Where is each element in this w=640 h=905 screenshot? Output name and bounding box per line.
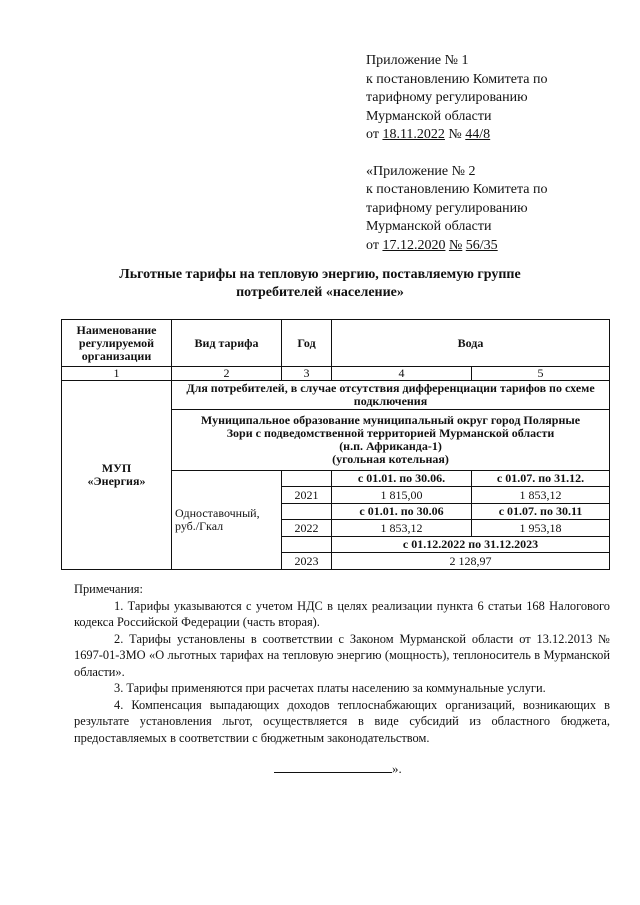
org-name-line2: «Энергия» <box>87 474 146 488</box>
closing-underline <box>274 760 392 773</box>
tariff-table <box>61 319 610 570</box>
note-1: 1. Тарифы указываются с учетом НДС в целях реализации пункта 6 статьи 168 Налогового кодекса Российской Федерации (часть вторая). <box>74 598 610 629</box>
col-number-2: 2 <box>172 367 282 381</box>
value-2022-2: 1 953,18 <box>472 520 610 537</box>
tariff-type-line2: руб./Гкал <box>175 519 224 533</box>
appendix1-date-line <box>366 126 626 145</box>
year-2022: 2022 <box>282 520 332 537</box>
appendix2-line2: к постановлению Комитета по <box>366 182 548 197</box>
period-2022-1: с 01.01. по 30.06 <box>332 504 472 520</box>
header-year: Год <box>282 320 332 367</box>
municipality-line2: Зори с подведомственной территорией Мурманской области <box>226 426 555 440</box>
table-row <box>62 381 610 410</box>
appendix1-number: 44/8 <box>465 127 491 142</box>
table-header-row <box>62 320 610 367</box>
year-2021: 2021 <box>282 487 332 504</box>
appendix2-no: № <box>448 237 463 253</box>
org-name-line1: МУП <box>101 461 132 475</box>
appendix2-number: 56/35 <box>465 237 498 253</box>
appendix2-from: от <box>366 237 379 253</box>
header-water: Вода <box>332 320 610 367</box>
title-line2: потребителей «население» <box>236 285 404 300</box>
title-line1: Льготные тарифы на тепловую энергию, поставляемую группе <box>119 267 521 282</box>
municipality-line3: (н.п. Африканда-1) <box>339 439 442 453</box>
appendix2-line4: Мурманской области <box>366 219 492 234</box>
consumers-note: Для потребителей, в случае отсутствия дифференциации тарифов по схеме подключения <box>172 381 610 410</box>
col-number-1: 1 <box>62 367 172 381</box>
note-2: 2. Тарифы установлены в соответствии с Законом Мурманской области от 13.12.2013 № 1697-01-ЗМО «О льготных тарифах на тепловую энергию (мощность), теплоноситель в Мурманской области». <box>74 631 610 679</box>
appendix2-date-line <box>366 237 626 256</box>
period-2022-2: с 01.07. по 30.11 <box>472 504 610 520</box>
value-2021-2: 1 853,12 <box>472 487 610 504</box>
appendix2-line3: тарифному регулированию <box>366 200 528 216</box>
period-2022-3: с 01.12.2022 по 31.12.2023 <box>332 537 610 553</box>
closing-line <box>274 760 402 777</box>
document-title <box>80 266 560 302</box>
year-empty-cell <box>282 471 332 487</box>
notes-heading: Примечания: <box>74 582 143 596</box>
period-2021-1: с 01.01. по 30.06. <box>332 471 472 487</box>
period-2021-2: с 01.07. по 31.12. <box>472 471 610 487</box>
note-3: 3. Тарифы применяются при расчетах платы населению за коммунальные услуги. <box>114 681 546 695</box>
appendix-header <box>366 52 626 255</box>
municipality-line4: (угольная котельная) <box>332 452 449 466</box>
appendix1-no: № <box>448 127 462 142</box>
appendix1-date: 18.11.2022 <box>382 127 445 142</box>
note-4: 4. Компенсация выпадающих доходов теплоснабжающих организаций, возникающих в результате установления льгот, осуществляется в виде субсидий из областного бюджета, предоставляемых в соответствии с бюджетным законодательством. <box>74 697 610 745</box>
closing-mark: ». <box>392 761 402 776</box>
tariff-type-cell <box>172 471 282 570</box>
col-number-3: 3 <box>282 367 332 381</box>
year-2023: 2023 <box>282 553 332 570</box>
year-empty-cell <box>282 537 332 553</box>
municipality-cell <box>172 410 610 471</box>
tariff-type-line1: Одноставочный, <box>175 506 260 520</box>
appendix1-line3: тарифному регулированию <box>366 90 528 105</box>
appendix1-line2: к постановлению Комитета по <box>366 71 548 87</box>
year-empty-cell <box>282 504 332 520</box>
notes-section <box>74 581 610 746</box>
appendix1-from: от <box>366 127 379 142</box>
table-number-row <box>62 367 610 381</box>
header-org: Наименование регулируемой организации <box>62 320 172 367</box>
value-2022-1: 1 853,12 <box>332 520 472 537</box>
org-name-cell <box>62 381 172 570</box>
appendix2-line1: «Приложение № 2 <box>366 163 476 179</box>
appendix2-date: 17.12.2020 <box>382 237 446 253</box>
header-type: Вид тарифа <box>172 320 282 367</box>
value-2023: 2 128,97 <box>332 553 610 570</box>
appendix1-line1: Приложение № 1 <box>366 53 469 68</box>
col-number-5: 5 <box>472 367 610 381</box>
appendix1-line4: Мурманской области <box>366 108 492 124</box>
value-2021-1: 1 815,00 <box>332 487 472 504</box>
municipality-line1: Муниципальное образование муниципальный округ город Полярные <box>200 413 581 427</box>
col-number-4: 4 <box>332 367 472 381</box>
